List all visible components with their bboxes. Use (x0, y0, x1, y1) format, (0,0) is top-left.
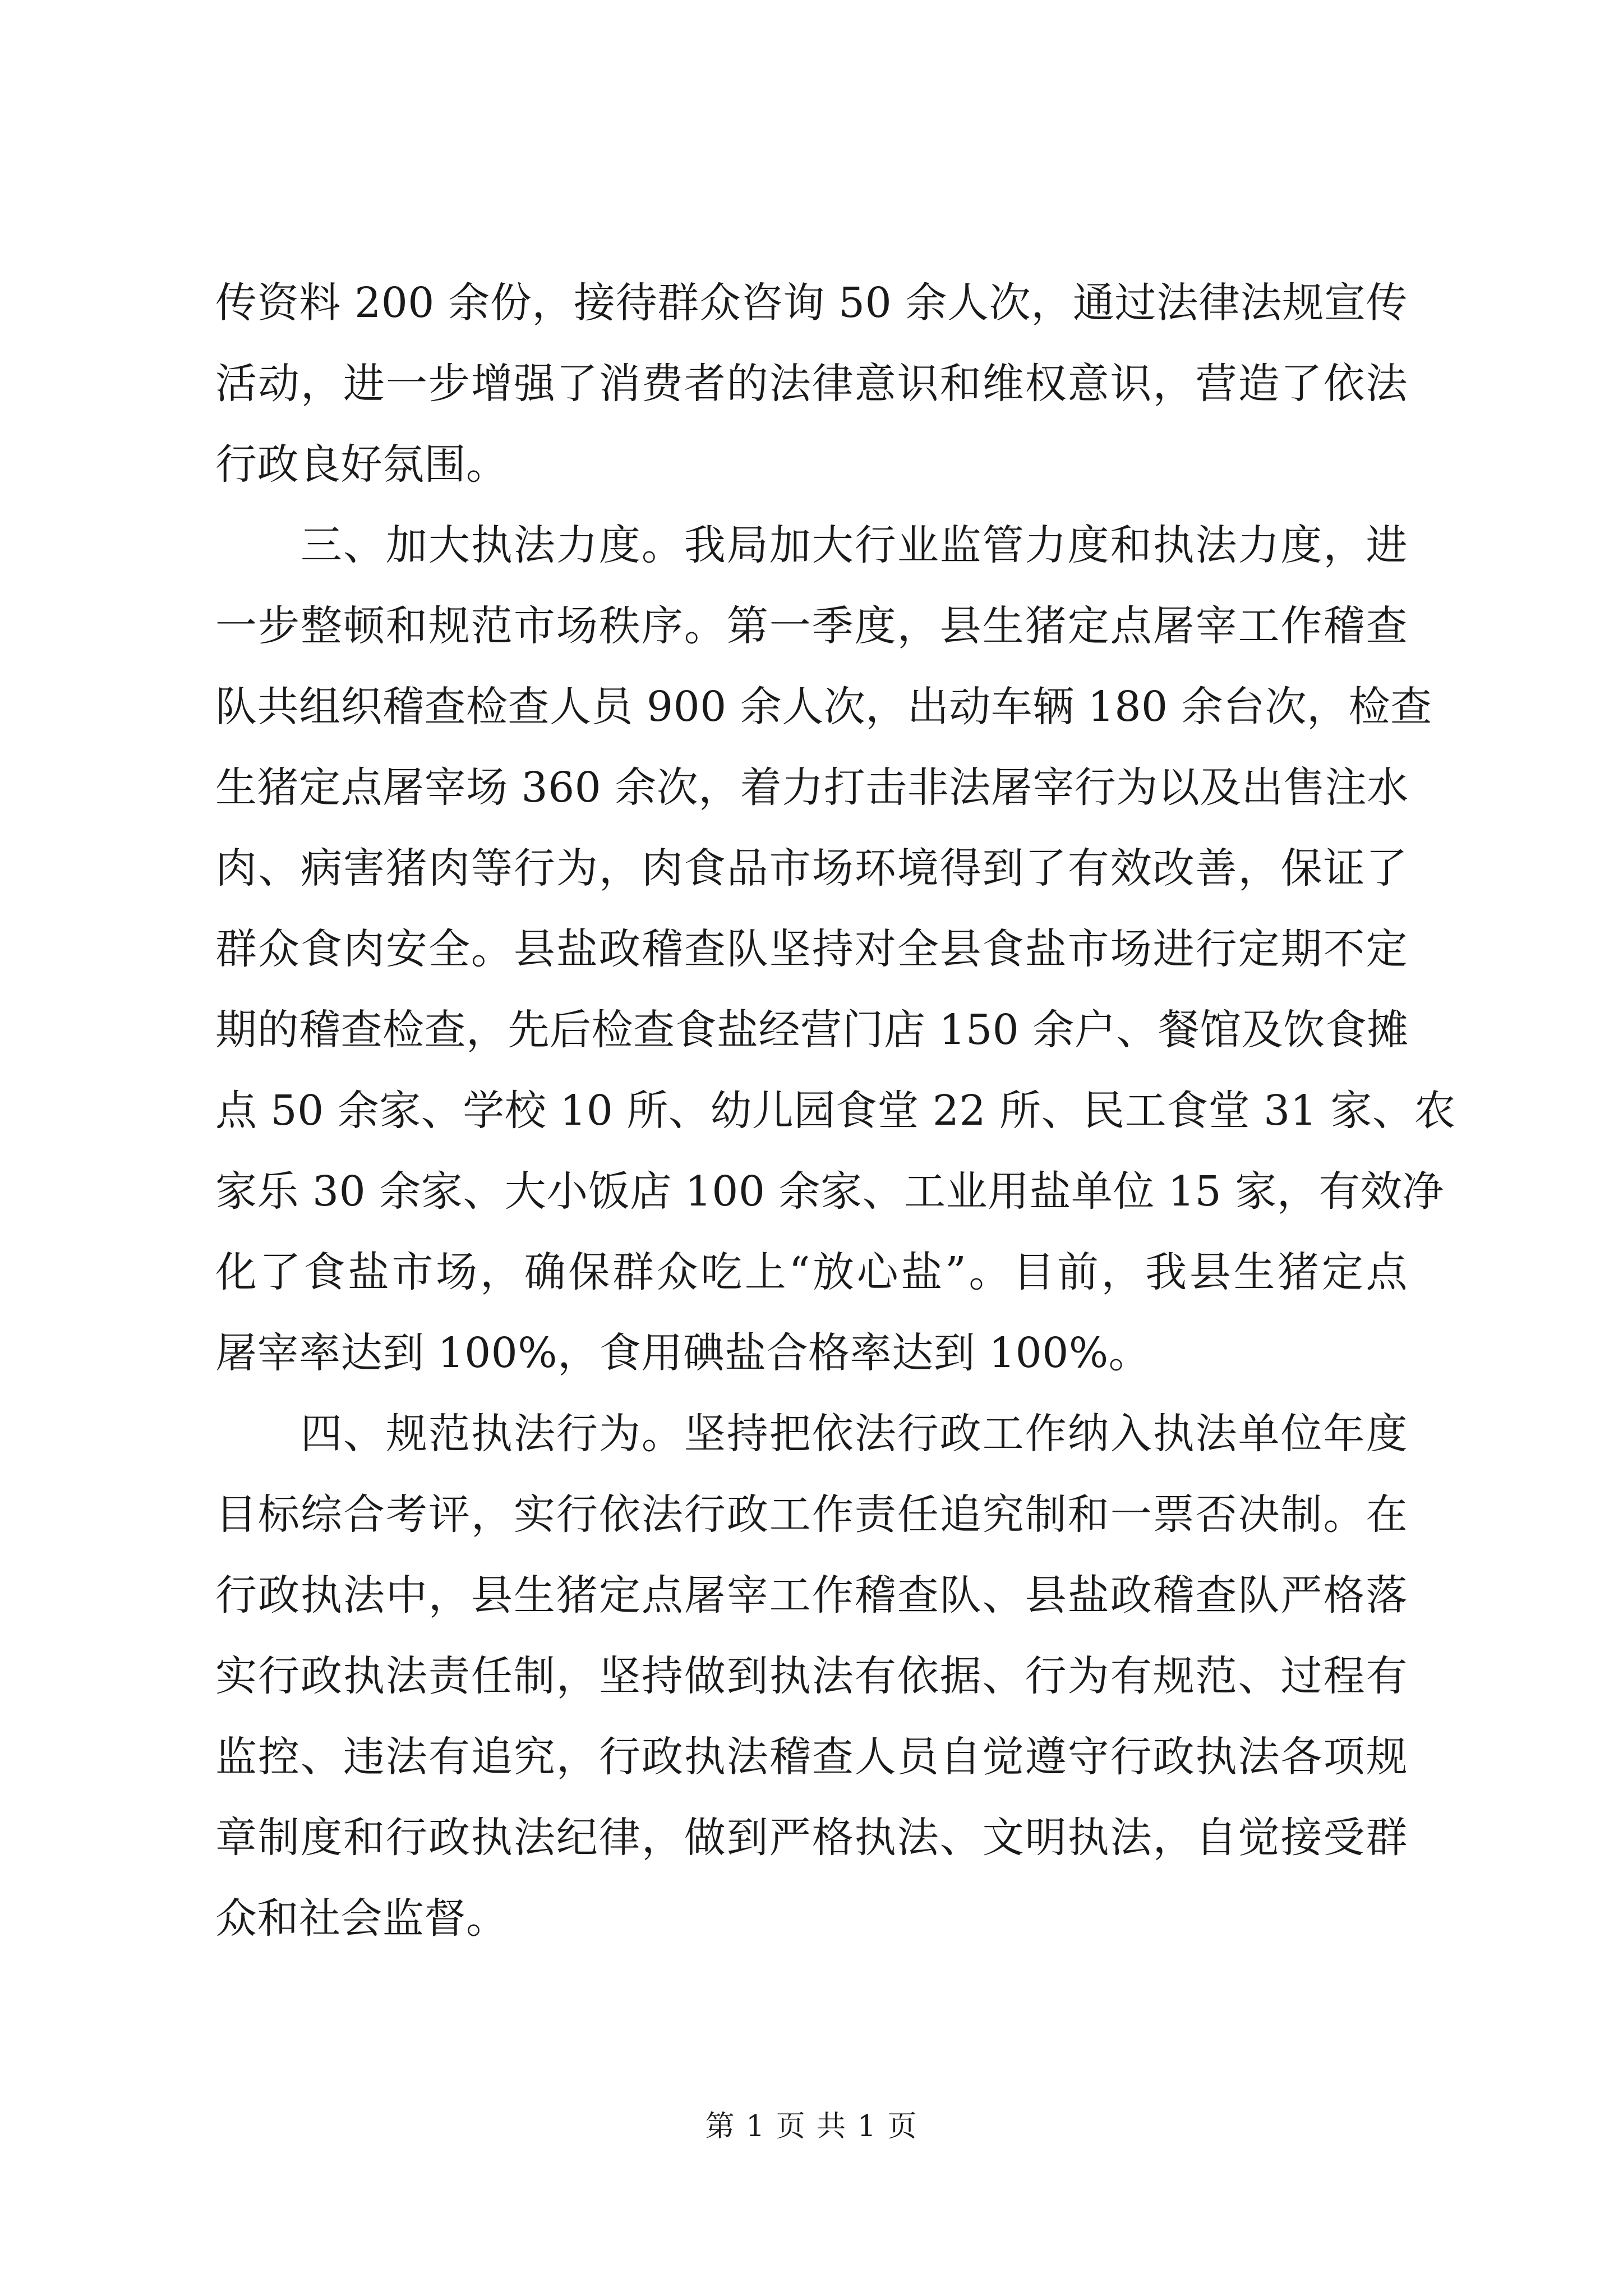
text-line: 生猪定点屠宰场 360 余次，着力打击非法屠宰行为以及出售注水 (215, 763, 1409, 812)
text-line: 队共组织稽查检查人员 900 余人次，出动车辆 180 余台次，检查 (215, 683, 1432, 731)
text-line: 目标综合考评，实行依法行政工作责任追究制和一票否决制。在 (215, 1490, 1408, 1539)
text-line: 期的稽查检查，先后检查食盐经营门店 150 余户、餐馆及饮食摊 (215, 1006, 1409, 1054)
text-line: 众和社会监督。 (215, 1894, 508, 1943)
text-line: 三、加大执法力度。我局加大行业监管力度和执法力度，进 (215, 521, 1408, 569)
text-line: 行政执法中，县生猪定点屠宰工作稽查队、县盐政稽查队严格落 (215, 1571, 1408, 1619)
text-line: 实行政执法责任制，坚持做到执法有依据、行为有规范、过程有 (215, 1652, 1408, 1700)
text-line: 四、规范执法行为。坚持把依法行政工作纳入执法单位年度 (215, 1410, 1408, 1458)
text-line: 点 50 余家、学校 10 所、幼儿园食堂 22 所、民工食堂 31 家、农 (215, 1087, 1456, 1135)
text-line: 行政良好氛围。 (215, 440, 508, 489)
text-line: 一步整顿和规范市场秩序。第一季度，县生猪定点屠宰工作稽查 (215, 602, 1408, 650)
text-line: 章制度和行政执法纪律，做到严格执法、文明执法，自觉接受群 (215, 1814, 1408, 1862)
text-line: 肉、病害猪肉等行为，肉食品市场环境得到了有效改善，保证了 (215, 844, 1408, 892)
text-line: 屠宰率达到 100%，食用碘盐合格率达到 100%。 (215, 1329, 1151, 1377)
paragraph-enforcement-conduct (215, 1393, 1408, 1959)
text-line: 群众食肉安全。县盐政稽查队坚持对全县食盐市场进行定期不定 (215, 925, 1408, 973)
paragraph-outreach (215, 263, 1408, 505)
text-line: 活动，进一步增强了消费者的法律意识和维权意识，营造了依法 (215, 360, 1408, 408)
text-line: 监控、违法有追究，行政执法稽查人员自觉遵守行政执法各项规 (215, 1733, 1408, 1781)
text-line: 家乐 30 余家、大小饭店 100 余家、工业用盐单位 15 家，有效净 (215, 1167, 1444, 1216)
document-body (215, 263, 1456, 1959)
page-number-footer: 第 1 页 共 1 页 (705, 2110, 918, 2143)
text-line: 化了食盐市场，确保群众吃上“放心盐”。目前，我县生猪定点 (215, 1248, 1408, 1296)
paragraph-enforcement-strength (215, 505, 1456, 1393)
text-line: 传资料 200 余份，接待群众咨询 50 余人次，通过法律法规宣传 (215, 279, 1408, 327)
